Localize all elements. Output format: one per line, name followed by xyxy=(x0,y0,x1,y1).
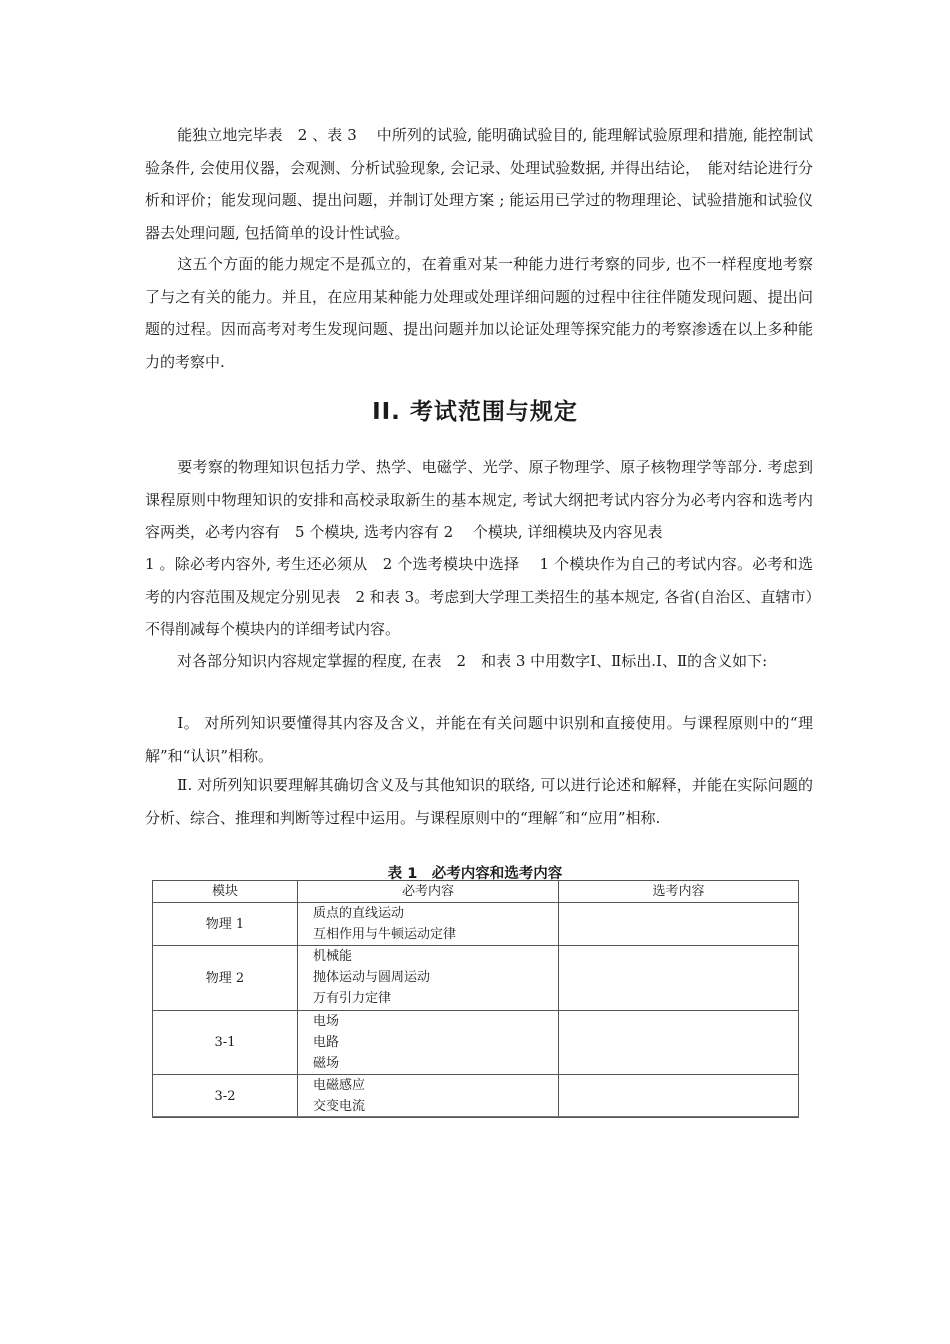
required-item: 磁场 xyxy=(313,1056,340,1071)
paragraph-text: 能独立地完毕表 2 、表 3 中所列的试验, 能明确试验目的, 能理解试验原理和措施, 能控制试验条件, 会使用仪器，会观测、分析试验现象, 会记录、处理试验数据, 并得出结论， 能对结论进行分析和评价；能发现问题、提出问题，并制订处理方案 ; 能运用已学过的物理理论、试验措施和试验仪器去处理问题, 包括简单的设计性试验。 xyxy=(145,126,813,242)
paragraph-text: 1 。除必考内容外, 考生还必须从 2 个选考模块中选择 1 个模块作为自己的考试内容。必考和选考的内容范围及规定分别见表 2 和表 3。考虑到大学理工类招生的基本规定, 各省(自治区、直辖市）不得削减每个模块内的详细考试内容。 xyxy=(145,555,813,638)
optional-cell xyxy=(559,1075,799,1118)
paragraph-text: 对各部分知识内容规定掌握的程度, 在表 2 和表 3 中用数字Ⅰ、Ⅱ标出.Ⅰ、Ⅱ的含义如下: xyxy=(177,652,768,670)
paragraph-level-one xyxy=(145,707,813,772)
table-row xyxy=(153,1011,799,1075)
table-header-row xyxy=(153,881,799,903)
required-cell xyxy=(298,903,559,946)
required-item: 电场 xyxy=(313,1014,340,1029)
paragraph-text: 要考察的物理知识包括力学、热学、电磁学、光学、原子物理学、原子核物理学等部分. 考虑到课程原则中物理知识的安排和高校录取新生的基本规定, 考试大纲把考试内容分为必考内容和选考内容两类，必考内容有 5 个模块, 选考内容有 2 个模块, 详细模块及内容见表 xyxy=(145,458,813,541)
table-row xyxy=(153,1075,799,1118)
paragraph-text: 这五个方面的能力规定不是孤立的，在着重对某一种能力进行考察的同步, 也不一样程度地考察了与之有关的能力。并且，在应用某种能力处理或处理详细问题的过程中往往伴随发现问题、提出问题的过程。因而高考对考生发现问题、提出问题并加以论证处理等探究能力的考察渗透在以上多种能力的考察中. xyxy=(145,255,813,371)
header-required: 必考内容 xyxy=(298,881,559,903)
module-cell: 物理 1 xyxy=(153,903,298,946)
table-row xyxy=(153,946,799,1011)
required-item: 机械能 xyxy=(313,949,353,964)
required-item: 电磁感应 xyxy=(313,1078,366,1093)
required-item: 万有引力定律 xyxy=(313,991,392,1006)
paragraph-ability-relation xyxy=(145,248,813,378)
required-cell xyxy=(298,1075,559,1118)
paragraph-scope-b xyxy=(145,548,813,646)
required-item: 交变电流 xyxy=(313,1099,366,1114)
optional-cell xyxy=(559,903,799,946)
table-row xyxy=(153,903,799,946)
module-cell: 3-1 xyxy=(153,1011,298,1075)
header-optional: 选考内容 xyxy=(559,881,799,903)
required-cell xyxy=(298,1011,559,1075)
paragraph-text: Ⅱ. 对所列知识要理解其确切含义及与其他知识的联络, 可以进行论述和解释，并能在实际问题的分析、综合、推理和判断等过程中运用。与课程原则中的“理解˝和“应用”相称. xyxy=(145,776,813,827)
table-bottom-rule xyxy=(152,1116,799,1117)
content-table xyxy=(152,880,799,1118)
required-item: 抛体运动与圆周运动 xyxy=(313,970,431,985)
section-heading: ΙΙ. 考试范围与规定 xyxy=(372,399,578,425)
required-item: 电路 xyxy=(313,1035,340,1050)
paragraph-experiment-ability xyxy=(145,119,813,249)
table-caption: 表 1 必考内容和选考内容 xyxy=(387,866,563,882)
module-cell: 3-2 xyxy=(153,1075,298,1118)
module-cell: 物理 2 xyxy=(153,946,298,1011)
header-module: 模块 xyxy=(153,881,298,903)
paragraph-text: Ⅰ。 对所列知识要懂得其内容及含义，并能在有关问题中识别和直接使用。与课程原则中的“理解”和“认识”相称。 xyxy=(145,714,813,765)
optional-cell xyxy=(559,1011,799,1075)
paragraph-level-two xyxy=(145,769,813,834)
required-cell xyxy=(298,946,559,1011)
optional-cell xyxy=(559,946,799,1011)
paragraph-levels-intro xyxy=(145,645,813,678)
required-item: 互相作用与牛顿运动定律 xyxy=(313,927,457,942)
required-item: 质点的直线运动 xyxy=(313,906,405,921)
paragraph-scope-a xyxy=(145,451,813,549)
